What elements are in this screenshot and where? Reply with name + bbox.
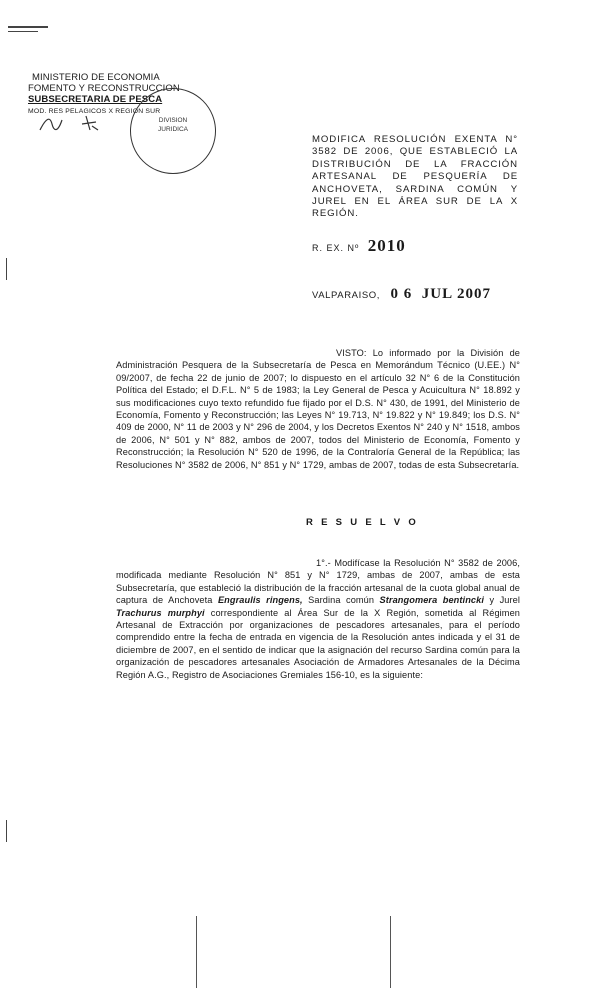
visto-label: VISTO: — [336, 348, 367, 358]
article-1-text: Modifícase la Resolución N° 3582 de 2006, modificada mediante Resolución N° 851 y N° 1729, ambas de 2007, ambas de esta Subsecretaría, que estableció la distribución de la fracción artesanal de la cuota global anual de captura de Anchoveta — [116, 558, 520, 606]
stamp-text-division: DIVISION — [158, 117, 188, 124]
visto-text: Lo informado por la División de Administración Pesquera de la Subsecretaría de Pesca en Memorándum Técnico (U.EE.) N° 09/2007, de fecha 22 de junio de 2007; lo dispuesto en el artículo 32 N° 6 de la Constitución Política del Estado; el D.F.L. N° 5 de 1983; la Ley General de Pesca y Acuicultura N° 18.892 y sus modificaciones cuyo texto refundido fue fijado por el D.S. N° 430, de 1991, del Ministerio de Economía, Fomento y Reconstrucción; las Leyes N° 19.713, N° 19.822 y N° 19.849; los D.S. N° 409 de 2000, N° 11 de 2003 y N° 296 de 2004, y los Decretos Exentos N° 240 y N° 1518, ambos de 2006, N° 501 y N° 882, ambos de 2007, todos del Ministerio de Economía, Fomento y Reconstrucción; la Resolución N° 520 de 1996, de la Contraloría General de la República; las Resoluciones N° 3582 de 2006, N° 851 y N° 1729, ambas de 2007, todas de esta Subsecretaría. — [116, 348, 520, 470]
scan-mark — [8, 26, 48, 28]
article-1-text: Sardina común — [302, 595, 380, 606]
article-1-text: y Jurel — [484, 595, 521, 606]
letterhead-subsecretaria: SUBSECRETARIA DE PESCA — [28, 94, 163, 105]
document-title: MODIFICA RESOLUCIÓN EXENTA N° 3582 DE 2006, QUE ESTABLECIÓ LA DISTRIBUCIÓN DE LA FRACCIÓN ARTESANAL DE PESQUERÍA DE ANCHOVETA, SARDINA COMÚN Y JUREL EN EL ÁREA SUR DE LA X REGIÓN. — [312, 134, 518, 220]
article-1-number: 1°.- — [316, 558, 331, 568]
bottom-frame-line — [196, 916, 197, 988]
letterhead-ministry-2: FOMENTO Y RECONSTRUCCION — [28, 83, 180, 94]
visto-paragraph — [116, 347, 520, 471]
stamp-text-juridica: JURIDICA — [158, 126, 188, 133]
article-1-paragraph — [116, 557, 520, 681]
bottom-frame-line — [390, 916, 391, 988]
initials-signature — [38, 112, 108, 134]
resolution-number: 2010 — [367, 236, 406, 255]
species-jurel: Trachurus murphyi — [116, 607, 205, 618]
margin-mark — [6, 258, 7, 280]
division-juridica-stamp — [130, 88, 216, 174]
resuelvo-heading: R E S U E L V O — [306, 517, 419, 528]
date-place: VALPARAISO, — [312, 290, 381, 301]
species-anchoveta: Engraulis ringens, — [217, 595, 303, 606]
species-sardina: Strangomera bentincki — [379, 595, 484, 606]
resolution-label: R. EX. Nº — [312, 243, 360, 253]
date-block — [312, 285, 491, 303]
letterhead-reference: MOD. RES PELAGICOS X REGION SUR — [28, 108, 161, 115]
date-value: 0 6 JUL 2007 — [390, 286, 491, 302]
resolution-number-block — [312, 236, 406, 256]
margin-mark — [6, 820, 7, 842]
article-1-text: correspondiente al Área Sur de la X Región, sometida al Régimen Artesanal de Extracción por organizaciones de pescadores artesanales, para el período comprendido entre la fecha de entrada en vigencia de la Resolución antes indicada y el 31 de diciembre de 2007, en el sentido de indicar que la asignación del recurso Sardina común para la organización de pescadores artesanales Asociación de Armadores Artesanales de la Décima Región A.G., Registro de Asociaciones Gremiales 156-10, es la siguiente: — [116, 607, 520, 680]
letterhead-ministry: MINISTERIO DE ECONOMIA — [32, 72, 160, 83]
scan-mark — [8, 31, 38, 32]
